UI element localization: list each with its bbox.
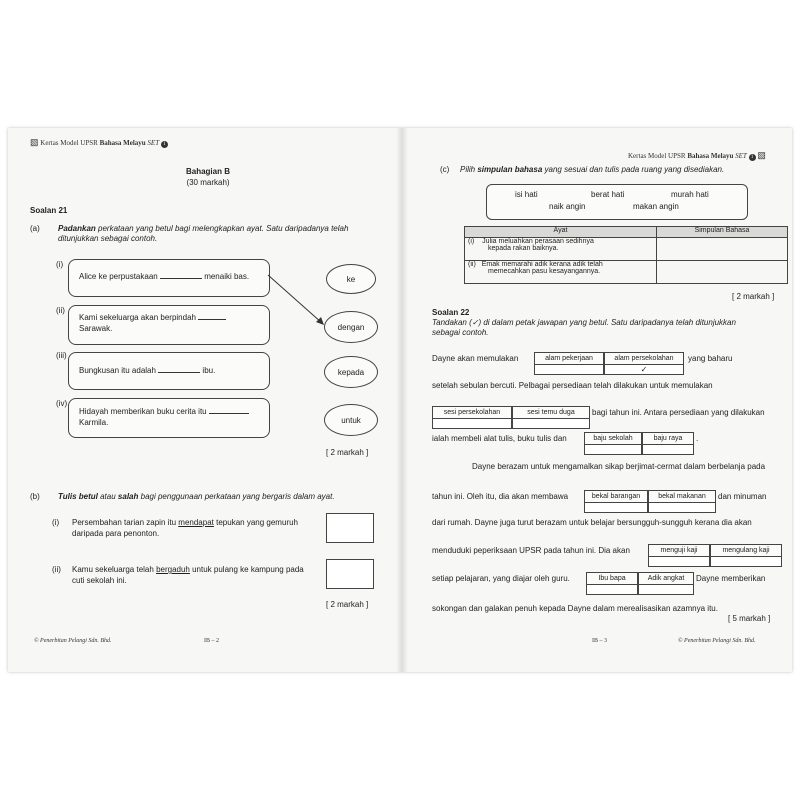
sentence-box-1 xyxy=(68,259,270,297)
passage-line: menduduki peperiksaan UPSR pada tahun ini. Dia akan xyxy=(432,546,630,555)
blank-line xyxy=(209,406,249,414)
sentence-box-3 xyxy=(68,352,270,390)
part-b-sentence-2: Kamu sekeluarga telah bergaduh untuk pulang ke kampung pada xyxy=(72,565,304,574)
choice-6a: Ibu bapa xyxy=(586,572,638,585)
sentence-text: Hidayah memberikan buku cerita itu xyxy=(79,406,249,417)
sentence-box-2 xyxy=(68,305,270,345)
part-c-marks: [ 2 markah ] xyxy=(732,292,775,301)
q22-marks: [ 5 markah ] xyxy=(728,614,771,623)
blank-line xyxy=(158,365,200,373)
item-number: (i) xyxy=(56,260,64,269)
word-bank-scroll xyxy=(486,184,748,220)
word-option: makan angin xyxy=(633,202,679,211)
right-footer-publisher: © Penerbitan Pelangi Sdn. Bhd. xyxy=(678,638,756,644)
passage-line: dan minuman xyxy=(718,492,767,501)
option-oval-kepada[interactable]: kepada xyxy=(324,356,378,388)
choice-4a: bekal barangan xyxy=(584,490,648,503)
right-page xyxy=(402,128,792,672)
word-option: isi hati xyxy=(515,190,538,199)
choice-3a: baju sekolah xyxy=(584,432,642,445)
table-header: Ayat xyxy=(465,227,657,238)
choice-1b: alam persekolahan xyxy=(604,352,684,365)
passage-line: setelah sebulan bercuti. Pelbagai persediaan telah dilakukan untuk memulakan xyxy=(432,381,713,390)
item-number: (ii) xyxy=(56,306,65,315)
item-number: (i) xyxy=(52,518,60,527)
blank-line xyxy=(198,312,226,320)
part-a-label: (a) xyxy=(30,224,40,233)
tick-box[interactable] xyxy=(432,418,512,429)
passage-line: sokongan dan galakan penuh kepada Dayne dalam merealisasikan azamnya itu. xyxy=(432,604,718,613)
part-c-instruction: Pilih simpulan bahasa yang sesuai dan tulis pada ruang yang disediakan. xyxy=(460,165,725,174)
word-option: murah hati xyxy=(671,190,709,199)
tick-box[interactable] xyxy=(648,556,710,567)
passage-line: dari rumah. Dayne juga turut berazam untuk belajar bersungguh-sungguh kerana dia akan xyxy=(432,518,752,527)
word-option: naik angin xyxy=(549,202,586,211)
part-c-label: (c) xyxy=(440,165,450,174)
sentence-text: Kami sekeluarga akan berpindah xyxy=(79,312,226,323)
question-title: Soalan 21 xyxy=(30,206,68,215)
tick-box[interactable] xyxy=(584,444,642,455)
item-number: (ii) xyxy=(52,565,61,574)
tick-box[interactable] xyxy=(710,556,782,567)
left-page xyxy=(8,128,402,672)
tick-box[interactable] xyxy=(586,584,638,595)
passage-line: Dayne berazam untuk mengamalkan sikap berjimat-cermat dalam berbelanja pada xyxy=(472,462,766,471)
blank-line xyxy=(160,271,202,279)
tick-box-checked[interactable]: ✓ xyxy=(604,364,684,375)
left-footer-publisher: © Penerbitan Pelangi Sdn. Bhd. xyxy=(34,638,112,644)
choice-4b: bekal makanan xyxy=(648,490,716,503)
answer-box-b-i[interactable] xyxy=(326,513,374,543)
example-arrow xyxy=(266,273,328,329)
tick-box[interactable] xyxy=(638,584,694,595)
answer-cell[interactable] xyxy=(657,261,788,284)
book-gutter xyxy=(396,128,408,672)
part-b-sentence-1-line2: daripada para penonton. xyxy=(72,529,160,538)
choice-2a: sesi persekolahan xyxy=(432,406,512,419)
tick-box[interactable] xyxy=(584,502,648,513)
sentence-box-4 xyxy=(68,398,270,438)
section-title: Bahagian B xyxy=(185,167,230,176)
part-b-instruction: Tulis betul atau salah bagi penggunaan perkataan yang bergaris dalam ayat. xyxy=(58,492,335,501)
option-oval-ke[interactable]: ke xyxy=(326,264,376,294)
part-b-sentence-1: Persembahan tarian zapin itu mendapat tepukan yang gemuruh xyxy=(72,518,298,527)
table-row: (ii) Emak memarahi adik kerana adik telah memecahkan pasu kesayangannya. xyxy=(465,261,788,284)
set-number-badge: 1 xyxy=(749,154,756,161)
choice-5b: mengulang kaji xyxy=(710,544,782,557)
open-book xyxy=(8,128,792,672)
passage-line: yang baharu xyxy=(688,354,733,363)
tick-box[interactable] xyxy=(648,502,716,513)
left-footer-page: IB – 2 xyxy=(204,638,219,644)
passage-line: setiap pelajaran, yang diajar oleh guru. xyxy=(432,574,570,583)
choice-2b: sesi temu duga xyxy=(512,406,590,419)
tick-box[interactable] xyxy=(642,444,694,455)
table-header: Simpulan Bahasa xyxy=(657,227,788,238)
q22-instruction-2: sebagai contoh. xyxy=(432,328,489,337)
item-number: (iii) xyxy=(56,351,67,360)
tick-box[interactable] xyxy=(534,364,604,375)
passage-line: Dayne memberikan xyxy=(696,574,766,583)
passage-line: ialah membeli alat tulis, buku tulis dan xyxy=(432,434,567,443)
passage-line: Dayne akan memulakan xyxy=(432,354,519,363)
option-oval-untuk[interactable]: untuk xyxy=(324,404,378,436)
passage-line: bagi tahun ini. Antara persediaan yang dilakukan xyxy=(592,408,765,417)
sentence-text: Bungkusan itu adalah ibu. xyxy=(79,366,216,375)
section-marks: (30 markah) xyxy=(186,178,230,187)
choice-3b: baju raya xyxy=(642,432,694,445)
passage-line: tahun ini. Oleh itu, dia akan membawa xyxy=(432,492,569,501)
option-oval-dengan[interactable]: dengan xyxy=(324,311,378,343)
answer-box-b-ii[interactable] xyxy=(326,559,374,589)
part-b-marks: [ 2 markah ] xyxy=(326,600,369,609)
choice-6b: Adik angkat xyxy=(638,572,694,585)
tick-box[interactable] xyxy=(512,418,590,429)
passage-line: . xyxy=(696,434,699,443)
right-footer-page: IB – 3 xyxy=(592,638,607,644)
part-a-instruction-2: ditunjukkan sebagai contoh. xyxy=(58,234,158,243)
choice-5a: menguji kaji xyxy=(648,544,710,557)
part-a-instruction: Padankan perkataan yang betul bagi melengkapkan ayat. Satu daripadanya telah xyxy=(58,224,349,233)
choice-1a: alam pekerjaan xyxy=(534,352,604,365)
item-number: (iv) xyxy=(56,399,68,408)
right-header: Kertas Model UPSR Bahasa Melayu SET 1 ▧ xyxy=(628,150,766,160)
table-row: (i) Julia meluahkan perasaan sedihnya kepada rakan baiknya. xyxy=(465,238,788,261)
q22-title: Soalan 22 xyxy=(432,308,470,317)
set-number-badge: 1 xyxy=(161,141,168,148)
sentence-text: Alice ke perpustakaan menaiki bas. xyxy=(79,272,250,281)
answer-cell[interactable] xyxy=(657,238,788,261)
part-b-label: (b) xyxy=(30,492,40,501)
sentence-text-line2: Karmila. xyxy=(79,418,109,427)
simpulan-bahasa-table xyxy=(464,226,788,284)
sentence-text-line2: Sarawak. xyxy=(79,324,113,333)
q22-instruction: Tandakan (✓) di dalam petak jawapan yang betul. Satu daripadanya telah ditunjukkan xyxy=(432,318,736,327)
left-header: ▧ Kertas Model UPSR Bahasa Melayu SET 1 xyxy=(30,137,168,148)
hatch-icon: ▧ xyxy=(30,137,39,147)
hatch-icon: ▧ xyxy=(757,150,766,160)
word-option: berat hati xyxy=(591,190,625,199)
part-b-sentence-2-line2: cuti sekolah ini. xyxy=(72,576,127,585)
part-a-marks: [ 2 markah ] xyxy=(326,448,369,457)
